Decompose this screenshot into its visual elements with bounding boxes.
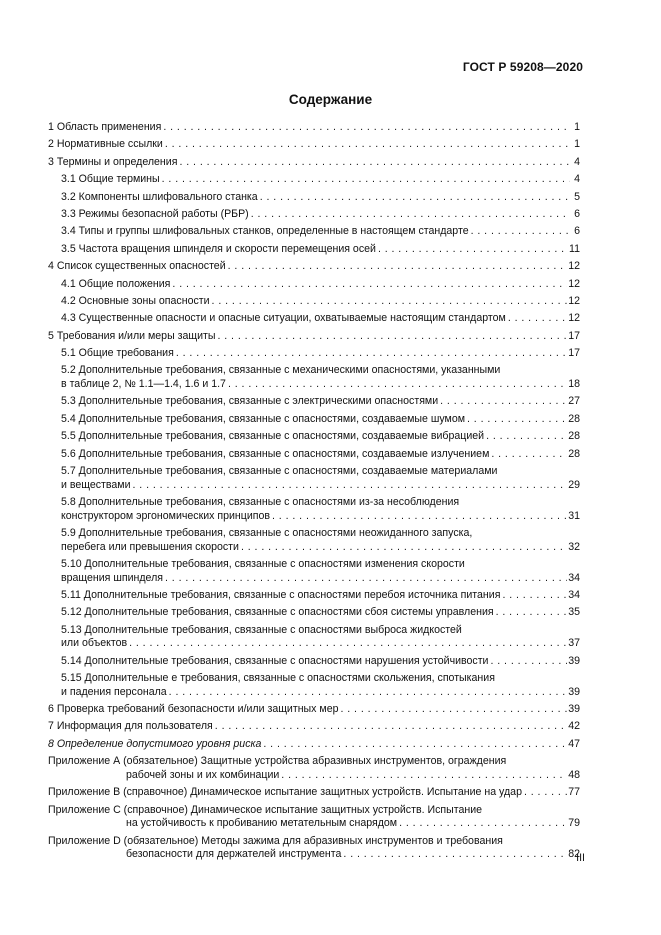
dot-leader [471, 225, 570, 239]
toc-page-number: 39 [568, 703, 580, 716]
toc-entry-title: Приложение В (справочное) Динамическое испытание защитных устройств. Испытание на удар [48, 786, 522, 799]
toc-entry-title: и веществами [61, 478, 131, 491]
toc-entry [48, 804, 580, 831]
toc-entry [48, 278, 580, 292]
dot-leader [490, 655, 567, 669]
toc-entry [48, 496, 580, 523]
toc-entry-line: 5.15 Дополнительные е требования, связанные с опасностями скольжения, спотыкания [61, 672, 495, 685]
toc-entry-title: 5.11 Дополнительные требования, связанные с опасностями перебоя источника питания [61, 588, 501, 601]
dot-leader [340, 703, 567, 717]
toc-entry [48, 364, 580, 391]
toc-entry [48, 558, 580, 585]
toc-entry [48, 173, 580, 187]
dot-leader [524, 786, 567, 800]
toc-entry-line: 5.7 Дополнительные требования, связанные с опасностями, создаваемые материалами [61, 465, 498, 478]
dot-leader [343, 848, 567, 862]
toc-page-number: 17 [568, 347, 580, 360]
toc-entry-title: 5.5 Дополнительные требования, связанные с опасностями, создаваемые вибрацией [61, 430, 485, 443]
toc-entry-title: и падения персонала [61, 685, 167, 698]
toc-entry [48, 738, 580, 752]
toc-page-number: 37 [568, 637, 580, 650]
toc-page-number: 1 [574, 138, 580, 151]
toc-entry-line: 5.2 Дополнительные требования, связанные с механическими опасностями, указанными [61, 364, 501, 377]
toc-page-number: 4 [574, 173, 580, 186]
page-title: Содержание [288, 92, 373, 107]
dot-leader [399, 817, 567, 831]
toc-entry-title: 3.1 Общие термины [61, 173, 160, 186]
document-code: ГОСТ Р 59208—2020 [462, 60, 583, 74]
dot-leader [491, 448, 567, 462]
toc-entry [48, 395, 580, 409]
toc-entry-title: в таблице 2, № 1.1—1.4, 1.6 и 1.7 [61, 378, 226, 391]
toc-page-number: 28 [568, 412, 580, 425]
toc-entry [48, 720, 580, 734]
toc-entry [48, 786, 580, 800]
toc-entry-title: 4.3 Существенные опасности и опасные ситуации, охватываемые настоящим стандартом [61, 312, 506, 325]
toc-entry-title: 5 Требования и/или меры защиты [48, 329, 216, 342]
toc-entry [48, 413, 580, 427]
toc-entry [48, 703, 580, 717]
toc-entry [48, 156, 580, 170]
dot-leader [241, 541, 567, 555]
toc-entry-title: 5.12 Дополнительные требования, связанные с опасностями сбоя системы управления [61, 606, 494, 619]
toc-page-number: 4 [574, 155, 580, 168]
toc-entry-title: 3 Термины и определения [48, 155, 178, 168]
page-number: III [576, 852, 585, 864]
toc-entry-title: 7 Информация для пользователя [48, 720, 213, 733]
toc-entry-title: 4.2 Основные зоны опасности [61, 294, 210, 307]
toc-page-number: 48 [568, 768, 580, 781]
dot-leader [467, 413, 567, 427]
toc-entry-title: 4.1 Общие положения [61, 277, 171, 290]
dot-leader [169, 686, 568, 700]
toc-entry-title: 3.2 Компоненты шлифовального станка [61, 190, 258, 203]
toc-page-number: 29 [568, 478, 580, 491]
toc-entry-title: 5.1 Общие требования [61, 347, 174, 360]
toc-entry-title: 5.6 Дополнительные требования, связанные с опасностями, создаваемые излучением [61, 447, 490, 460]
toc-entry-title: конструктором эргономических принципов [61, 509, 271, 522]
toc-page-number: 31 [568, 509, 580, 522]
toc-page-number: 18 [568, 378, 580, 391]
toc-entry [48, 330, 580, 344]
toc-entry-line: Приложение С (справочное) Динамическое испытание защитных устройств. Испытание [48, 803, 483, 816]
toc-entry-title: 8 Определение допустимого уровня риска [48, 737, 262, 750]
toc-entry [48, 655, 580, 669]
dot-leader [165, 138, 570, 152]
dot-leader [440, 395, 567, 409]
toc-entry-title: 3.4 Типы и группы шлифовальных станков, определенные в настоящем стандарте [61, 225, 469, 238]
toc-page-number: 5 [574, 190, 580, 203]
toc-entry [48, 225, 580, 239]
toc-entry [48, 672, 580, 699]
dot-leader [163, 121, 570, 135]
toc-entry [48, 448, 580, 462]
toc-page-number: 12 [568, 260, 580, 273]
toc-entry [48, 260, 580, 274]
toc-entry-title: безопасности для держателей инструмента [126, 848, 342, 861]
toc-page-number: 39 [568, 654, 580, 667]
toc-entry [48, 138, 580, 152]
toc-entry [48, 755, 580, 782]
toc-entry [48, 208, 580, 222]
toc-entry [48, 243, 580, 257]
toc-page-number: 77 [568, 786, 580, 799]
toc-entry-title: на устойчивость к пробиванию метательным снарядом [126, 817, 398, 830]
toc-entry-title: рабочей зоны и их комбинации [126, 768, 280, 781]
dot-leader [508, 312, 567, 326]
toc-page-number: 12 [568, 294, 580, 307]
toc-page-number: 79 [568, 817, 580, 830]
dot-leader [228, 378, 567, 392]
dot-leader [133, 479, 568, 493]
toc-page-number: 6 [574, 207, 580, 220]
toc-entry [48, 191, 580, 205]
toc-page-number: 34 [568, 588, 580, 601]
dot-leader [165, 572, 567, 586]
toc-entry-title: вращения шпинделя [61, 571, 163, 584]
dot-leader [129, 637, 567, 651]
toc-page-number: 12 [568, 312, 580, 325]
toc-page-number: 28 [568, 430, 580, 443]
toc-entry-title: или объектов [61, 637, 128, 650]
dot-leader [212, 295, 568, 309]
dot-leader [260, 191, 570, 205]
toc-page-number: 34 [568, 571, 580, 584]
toc-entry-line: 5.13 Дополнительные требования, связанные с опасностями выброса жидкостей [61, 623, 462, 636]
toc-page-number: 6 [574, 225, 580, 238]
toc-entry-title: 3.5 Частота вращения шпинделя и скорости перемещения осей [61, 242, 376, 255]
toc-entry [48, 347, 580, 361]
toc-page-number: 39 [568, 685, 580, 698]
dot-leader [176, 347, 567, 361]
dot-leader [281, 769, 567, 783]
toc-entry [48, 589, 580, 603]
toc-page-number: 27 [568, 395, 580, 408]
toc-page-number: 35 [568, 606, 580, 619]
toc-entry [48, 527, 580, 554]
toc-page-number: 47 [568, 737, 580, 750]
toc-page-number: 1 [574, 121, 580, 133]
toc-entry [48, 295, 580, 309]
toc-entry [48, 312, 580, 326]
toc-page-number: 11 [569, 242, 580, 255]
dot-leader [502, 589, 567, 603]
toc-entry-title: 5.4 Дополнительные требования, связанные с опасностями, создаваемые шумом [61, 412, 465, 425]
dot-leader [162, 173, 570, 187]
dot-leader [172, 278, 567, 292]
toc-entry-title: 2 Нормативные ссылки [48, 138, 163, 151]
dot-leader [217, 330, 567, 344]
toc-entry [48, 465, 580, 492]
toc-entry-line: Приложение А (обязательное) Защитные устройства абразивных инструментов, ограждения [48, 755, 507, 768]
toc-entry-title: 5.3 Дополнительные требования, связанные с электрическими опасностями [61, 395, 439, 408]
dot-leader [496, 606, 568, 620]
dot-leader [263, 738, 567, 752]
toc-entry [48, 624, 580, 651]
toc-entry-title: перебега или превышения скорости [61, 540, 239, 553]
toc-entry-title: 1 Область применения [48, 121, 162, 133]
toc-entry [48, 835, 580, 862]
dot-leader [251, 208, 570, 222]
toc-page-number: 82 [568, 848, 580, 861]
toc-page-number: 42 [568, 720, 580, 733]
toc-entry [48, 606, 580, 620]
dot-leader [228, 260, 568, 274]
toc-entry-line: 5.9 Дополнительные требования, связанные с опасностями неожиданного запуска, [61, 526, 473, 539]
toc-entry-title: 4 Список существенных опасностей [48, 260, 226, 273]
dot-leader [215, 720, 567, 734]
toc-entry-title: 3.3 Режимы безопасной работы (РБР) [61, 207, 249, 220]
toc-entry-line: Приложение D (обязательное) Методы зажима для абразивных инструментов и требования [48, 834, 503, 847]
toc-page-number: 12 [568, 277, 580, 290]
toc-entry [48, 121, 580, 135]
toc-entry-line: 5.8 Дополнительные требования, связанные с опасностями из-за несоблюдения [61, 496, 460, 508]
dot-leader [486, 430, 567, 444]
toc-page-number: 28 [568, 447, 580, 460]
toc-entry-title: 5.14 Дополнительные требования, связанные с опасностями нарушения устойчивости [61, 654, 489, 667]
toc-entry [48, 430, 580, 444]
dot-leader [272, 510, 567, 524]
toc-entry-line: 5.10 Дополнительные требования, связанные с опасностями изменения скорости [61, 557, 465, 570]
toc-entry-title: 6 Проверка требований безопасности и/или защитных мер [48, 703, 339, 716]
toc-page-number: 17 [568, 329, 580, 342]
table-of-contents [48, 121, 580, 866]
dot-leader [378, 243, 568, 257]
toc-page-number: 32 [568, 540, 580, 553]
dot-leader [179, 156, 570, 170]
